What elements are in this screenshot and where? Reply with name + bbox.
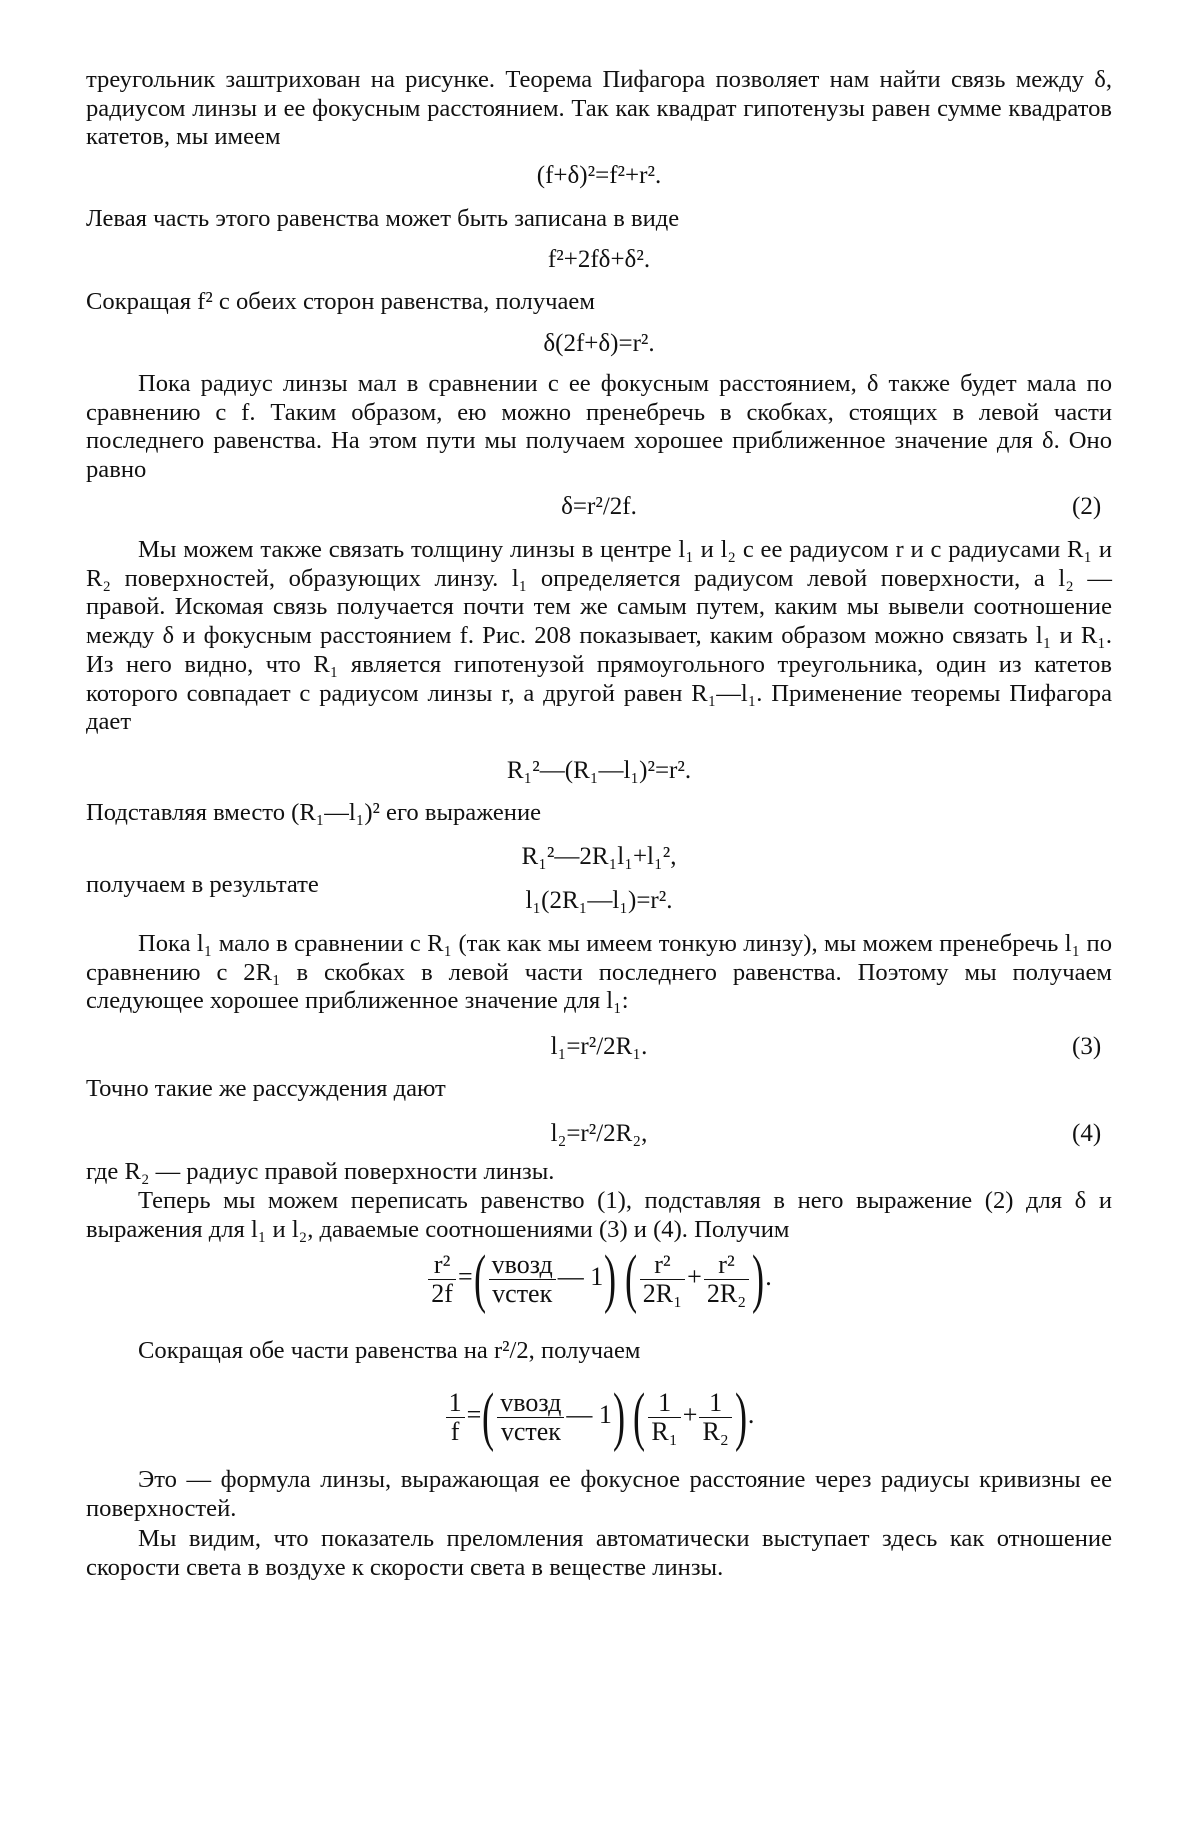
equals-sign: =	[466, 1400, 482, 1429]
paragraph-8: Пока l₁ мало в сравнении с R₁ (так как мы имеем тонкую линзу), мы можем пренебречь l₁ по сравнению с 2R₁ в скобках в левой части последнего равенства. Поэтому мы получаем следующее хорошее приближенное значение для l₁:	[86, 930, 1112, 1015]
fraction-1-over-R2	[699, 1389, 731, 1446]
fraction-denominator: vстек	[492, 1278, 553, 1308]
fraction-denominator: 2R₁	[642, 1278, 683, 1308]
plus-sign: +	[687, 1262, 702, 1291]
equation-number-3: (3)	[1072, 1033, 1102, 1060]
fraction-numerator: r²	[640, 1251, 685, 1280]
fraction-denominator: f	[450, 1416, 460, 1446]
equation-2: δ=r²/2f.	[561, 493, 637, 520]
fraction-r2-over-2f	[428, 1251, 456, 1308]
equation-number-4: (4)	[1072, 1120, 1102, 1147]
paragraph-12: Сокращая обе части равенства на r²/2, получаем	[138, 1337, 641, 1364]
fraction-numerator: 1	[648, 1389, 680, 1418]
fraction-velocity-ratio	[489, 1251, 556, 1308]
paragraph-9: Точно такие же рассуждения дают	[86, 1075, 446, 1102]
equation-3: l₁=r²/2R₁.	[550, 1033, 648, 1060]
paragraph-2: Левая часть этого равенства может быть записана в виде	[86, 205, 680, 232]
minus-one: — 1	[566, 1400, 612, 1429]
equation-4: l₂=r²/2R₂,	[550, 1120, 648, 1147]
equals-sign: =	[457, 1262, 473, 1291]
equation-r1-expansion: R₁²—2R₁l₁+l₁²,	[521, 843, 677, 870]
paragraph-11: Теперь мы можем переписать равенство (1), подставляя в него выражение (2) для δ и выражения для l₁ и l₂, даваемые соотношениями (3) и (4). Получим	[86, 1187, 1112, 1243]
right-paren: )	[612, 1380, 625, 1454]
paragraph-3: Сокращая f² с обеих сторон равенства, получаем	[86, 288, 595, 315]
equation-lens-intermediate	[86, 1242, 1112, 1316]
left-paren: (	[482, 1380, 495, 1454]
paragraph-14: Мы видим, что показатель преломления автоматически выступает здесь как отношение скорости света в воздухе к скорости света в веществе линзы.	[86, 1525, 1112, 1581]
fraction-numerator: vвозд	[497, 1389, 564, 1418]
left-paren: (	[633, 1380, 646, 1454]
equation-pythagoras: (f+δ)²=f²+r².	[536, 162, 662, 189]
fraction-r2-over-2R2	[704, 1251, 749, 1308]
period: .	[765, 1262, 772, 1291]
fraction-velocity-ratio	[497, 1389, 564, 1446]
right-paren: )	[604, 1242, 617, 1316]
fraction-denominator: R₁	[651, 1416, 678, 1446]
period: .	[747, 1400, 755, 1429]
fraction-denominator: vстек	[500, 1416, 561, 1446]
paragraph-6: Подставляя вместо (R₁—l₁)² его выражение	[86, 799, 542, 826]
fraction-numerator: 1	[699, 1389, 731, 1418]
paragraph-5: Мы можем также связать толщину линзы в центре l₁ и l₂ с ее радиусом r и с радиусами R₁ и R₂ поверхностей, образующих линзу. l₁ определяется радиусом левой поверхности, а l₂ — правой. Искомая связь получается почти тем же самым путем, каким мы вывели соотношение между δ и фокусным расстоянием f. Рис. 208 показывает, каким образом можно связать l₁ и R₁. Из него видно, что R₁ является гипотенузой прямоугольного треугольника, один из катетов которого совпадает с радиусом линзы r, а другой равен R₁—l₁. Применение теоремы Пифагора дает	[86, 536, 1112, 736]
right-paren: )	[752, 1242, 765, 1316]
plus-sign: +	[682, 1400, 698, 1429]
right-paren: )	[734, 1380, 747, 1454]
fraction-1-over-f	[446, 1389, 465, 1446]
paragraph-4: Пока радиус линзы мал в сравнении с ее фокусным расстоянием, δ также будет мала по сравнению с f. Таким образом, ею можно пренебречь в скобках, стоящих в левой части последнего равенства. На этом пути мы получаем хорошее приближенное значение для δ. Оно равно	[86, 370, 1112, 484]
fraction-1-over-R1	[648, 1389, 680, 1446]
equation-pythagoras-r1: R₁²—(R₁—l₁)²=r².	[506, 757, 692, 784]
fraction-denominator: R₂	[702, 1416, 729, 1446]
fraction-denominator: 2R₂	[706, 1278, 747, 1308]
fraction-numerator: vвозд	[489, 1251, 556, 1280]
left-paren: (	[473, 1242, 486, 1316]
fraction-r2-over-2R1	[640, 1251, 685, 1308]
paragraph-13: Это — формула линзы, выражающая ее фокусное расстояние через радиусы кривизны ее поверхностей.	[86, 1466, 1112, 1522]
equation-number-2: (2)	[1072, 493, 1102, 520]
fraction-numerator: r²	[428, 1251, 456, 1280]
paragraph-10: где R₂ — радиус правой поверхности линзы.	[86, 1158, 555, 1185]
equation-l1-product: l₁(2R₁—l₁)=r².	[525, 887, 673, 914]
equation-lens-formula	[86, 1380, 1112, 1454]
paragraph-7: получаем в результате	[86, 871, 319, 898]
minus-one: — 1	[557, 1262, 604, 1291]
paragraph-1: треугольник заштрихован на рисунке. Теорема Пифагора позволяет нам найти связь между δ, радиусом линзы и ее фокусным расстоянием. Так как квадрат гипотенузы равен сумме квадратов катетов, мы имеем	[86, 66, 1112, 151]
equation-delta-product: δ(2f+δ)=r².	[543, 330, 655, 357]
left-paren: (	[624, 1242, 637, 1316]
fraction-numerator: 1	[446, 1389, 465, 1418]
equation-expansion: f²+2fδ+δ².	[547, 246, 651, 273]
fraction-numerator: r²	[704, 1251, 749, 1280]
fraction-denominator: 2f	[431, 1278, 453, 1308]
